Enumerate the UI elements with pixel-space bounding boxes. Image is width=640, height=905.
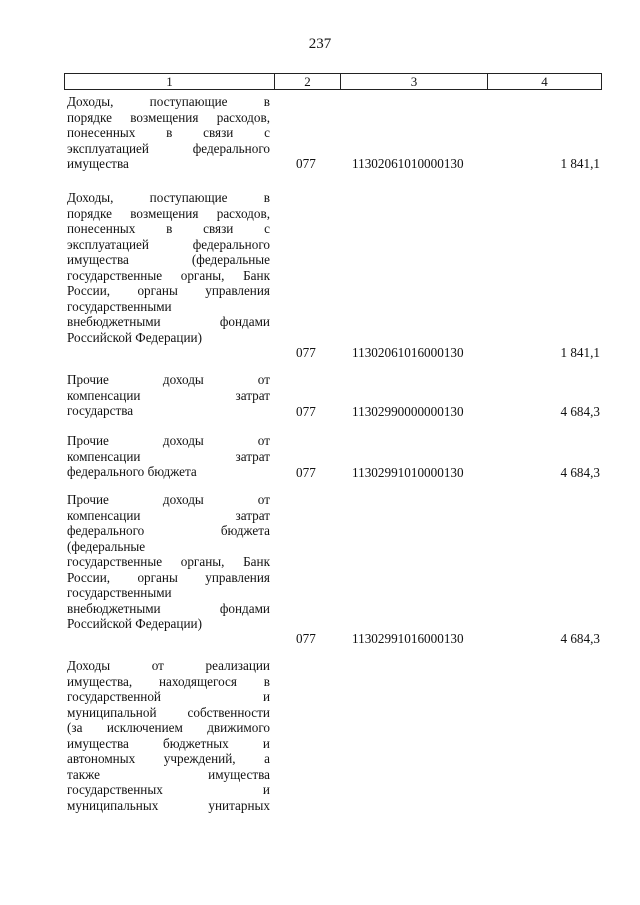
row-description [67, 190, 270, 345]
desc-line: Прочие доходы от [67, 433, 270, 448]
desc-line: Доходы от реализации [67, 658, 270, 673]
desc-line: Прочие доходы от [67, 492, 270, 507]
row-description [67, 658, 270, 813]
desc-line: порядке возмещения расходов, [67, 205, 270, 221]
desc-line: Российской Федерации) [67, 616, 202, 631]
desc-line: федерального бюджета [67, 523, 270, 538]
desc-line: государства [67, 403, 134, 418]
table-header-col1: 1 [64, 73, 275, 90]
desc-line: Российской Федерации) [67, 329, 202, 345]
row-budget-code: 11302991016000130 [352, 631, 464, 646]
desc-line: федерального бюджета [67, 464, 197, 479]
desc-line: порядке возмещения расходов, [67, 109, 270, 125]
row-amount: 1 841,1 [560, 156, 600, 171]
desc-line: компенсации затрат [67, 507, 270, 523]
desc-line: (федеральные [67, 538, 146, 554]
desc-line: государственной и [67, 689, 270, 704]
row-budget-code: 11302990000000130 [352, 404, 464, 419]
desc-line: также имущества [67, 766, 270, 782]
desc-line: государственными [67, 585, 172, 600]
desc-line: внебюджетными фондами [67, 600, 270, 616]
desc-line: России, органы управления [67, 569, 270, 585]
row-admin-code: 077 [296, 345, 316, 360]
row-amount: 4 684,3 [560, 404, 600, 419]
desc-line: муниципальных унитарных [67, 797, 270, 813]
desc-line: имущества бюджетных и [67, 735, 270, 751]
desc-line: эксплуатацией федерального [67, 140, 270, 156]
desc-line: имущества [67, 156, 129, 171]
row-description [67, 94, 270, 172]
table-header-col2: 2 [275, 73, 341, 90]
desc-line: государственных и [67, 782, 270, 797]
row-admin-code: 077 [296, 631, 316, 646]
row-amount: 4 684,3 [560, 631, 600, 646]
row-admin-code: 077 [296, 404, 316, 419]
row-description [67, 492, 270, 632]
desc-line: имущества, находящегося в [67, 673, 270, 689]
row-budget-code: 11302991010000130 [352, 465, 464, 480]
desc-line: Доходы, поступающие в [67, 190, 270, 205]
row-budget-code: 11302061016000130 [352, 345, 464, 360]
desc-line: понесенных в связи с [67, 125, 270, 140]
desc-line: государственными [67, 298, 172, 314]
desc-line: муниципальной собственности [67, 704, 270, 720]
desc-line: внебюджетными фондами [67, 314, 270, 329]
row-description [67, 433, 270, 480]
desc-line: Прочие доходы от [67, 372, 270, 387]
desc-line: эксплуатацией федерального [67, 236, 270, 252]
desc-line: Доходы, поступающие в [67, 94, 270, 109]
table-header-col4: 4 [488, 73, 602, 90]
row-admin-code: 077 [296, 156, 316, 171]
desc-line: имущества (федеральные [67, 252, 270, 267]
desc-line: автономных учреждений, а [67, 751, 270, 766]
desc-line: (за исключением движимого [67, 720, 270, 735]
desc-line: государственные органы, Банк [67, 267, 270, 283]
desc-line: понесенных в связи с [67, 221, 270, 236]
desc-line: России, органы управления [67, 283, 270, 298]
desc-line: компенсации затрат [67, 448, 270, 464]
row-description [67, 372, 270, 419]
page-number: 237 [308, 36, 332, 52]
row-admin-code: 077 [296, 465, 316, 480]
table-header-col3: 3 [341, 73, 488, 90]
row-amount: 1 841,1 [560, 345, 600, 360]
row-amount: 4 684,3 [560, 465, 600, 480]
row-budget-code: 11302061010000130 [352, 156, 464, 171]
desc-line: компенсации затрат [67, 387, 270, 403]
desc-line: государственные органы, Банк [67, 554, 270, 569]
